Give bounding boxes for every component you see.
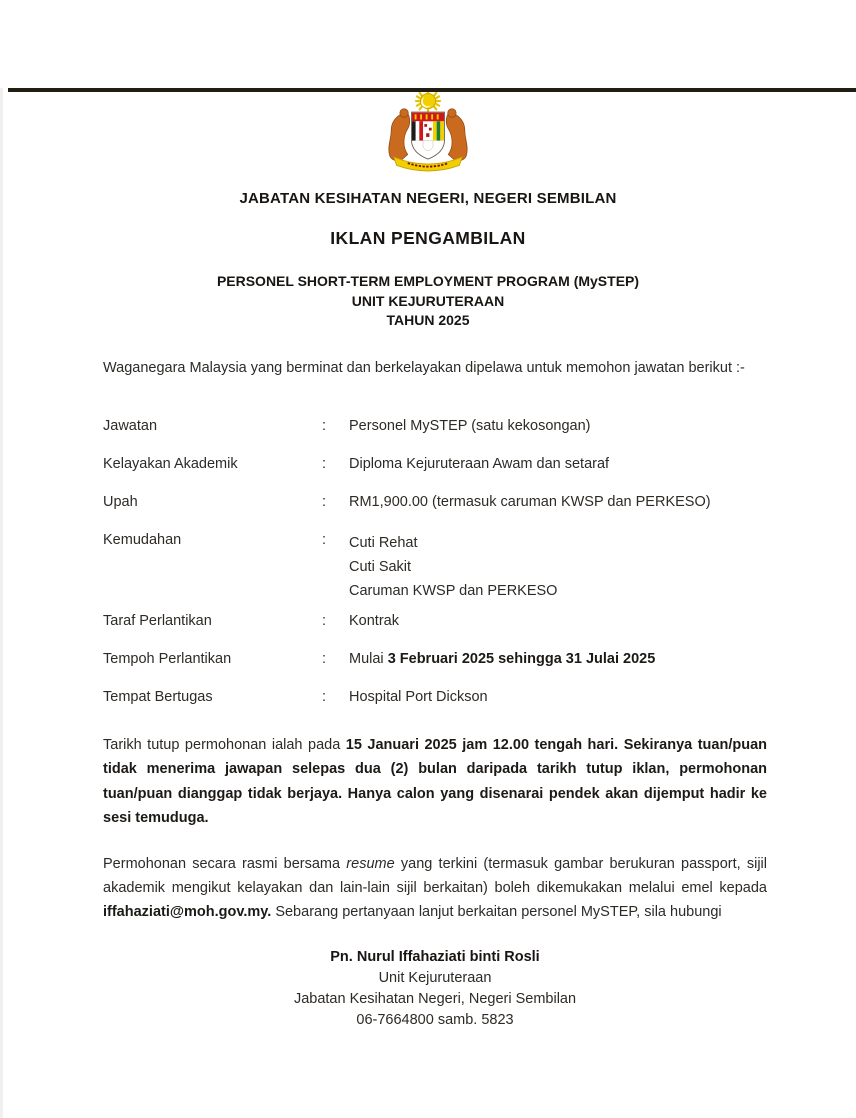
row-label: Kemudahan bbox=[103, 531, 182, 548]
contact-phone: 06-7664800 samb. 5823 bbox=[356, 1011, 514, 1028]
program-name: PERSONEL SHORT-TERM EMPLOYMENT PROGRAM (MySTEP) bbox=[216, 273, 640, 289]
deadline-conditions: . Sekiranya tuan/puan tidak menerima jawapan selepas dua (2) bulan daripada tarikh tutup iklan, permohonan tuan/puan dianggap tidak berjaya. Hanya calon yang disenarai pendek akan dijemput hadir ke sesi temuduga. bbox=[103, 736, 767, 826]
scan-left-edge bbox=[0, 88, 3, 1118]
table-row-kelayakan-akademik bbox=[103, 455, 767, 473]
department-header: JABATAN KESIHATAN NEGERI, NEGERI SEMBILAN bbox=[239, 190, 617, 207]
intro-paragraph: Waganegara Malaysia yang berminat dan berkelayakan dipelawa untuk memohon jawatan berikut :- bbox=[103, 359, 745, 376]
row-separator: : bbox=[322, 455, 327, 472]
row-separator: : bbox=[322, 531, 327, 548]
row-separator: : bbox=[322, 417, 327, 434]
row-label: Upah bbox=[103, 493, 138, 510]
row-separator: : bbox=[322, 493, 327, 510]
instructions-part1: Permohonan secara rasmi bersama bbox=[103, 855, 347, 872]
row-label: Tempat Bertugas bbox=[103, 688, 213, 705]
program-year: TAHUN 2025 bbox=[386, 312, 470, 328]
table-row-tempat-bertugas bbox=[103, 688, 767, 706]
row-value: Hospital Port Dickson bbox=[349, 688, 488, 705]
deadline-intro: Tarikh tutup permohonan ialah pada bbox=[103, 736, 346, 753]
row-label: Kelayakan Akademik bbox=[103, 455, 238, 472]
contact-unit: Unit Kejuruteraan bbox=[378, 969, 492, 986]
row-value-item: Cuti Rehat bbox=[349, 534, 418, 551]
row-label: Tempoh Perlantikan bbox=[103, 650, 232, 667]
deadline-date: 15 Januari 2025 jam 12.00 tengah hari bbox=[345, 736, 615, 753]
program-unit: UNIT KEJURUTERAAN bbox=[351, 292, 505, 309]
table-row-taraf-perlantikan bbox=[103, 612, 767, 630]
row-value: Kontrak bbox=[349, 612, 399, 629]
row-value bbox=[349, 650, 767, 668]
row-value: RM1,900.00 (termasuk caruman KWSP dan PERKESO) bbox=[349, 493, 711, 510]
row-label: Jawatan bbox=[103, 417, 158, 434]
row-value-dates: 3 Februari 2025 sehingga 31 Julai 2025 bbox=[387, 650, 656, 667]
row-separator: : bbox=[322, 650, 327, 667]
crest-shield bbox=[411, 112, 444, 159]
row-label: Taraf Perlantikan bbox=[103, 612, 212, 629]
contact-name: Pn. Nurul Iffahaziati binti Rosli bbox=[330, 948, 540, 965]
row-value: Diploma Kejuruteraan Awam dan setaraf bbox=[349, 455, 610, 472]
instructions-part3: Sebarang pertanyaan lanjut berkaitan personel MySTEP, sila hubungi bbox=[271, 903, 722, 920]
table-row-upah bbox=[103, 493, 767, 511]
row-value: Personel MySTEP (satu kekosongan) bbox=[349, 417, 591, 434]
row-separator: : bbox=[322, 612, 327, 629]
document-body bbox=[0, 360, 856, 1031]
resume-italic: resume bbox=[346, 855, 395, 872]
page-title: IKLAN PENGAMBILAN bbox=[330, 228, 526, 248]
application-instructions-paragraph bbox=[103, 852, 767, 924]
closing-deadline-paragraph bbox=[103, 733, 767, 831]
program-header bbox=[0, 272, 856, 331]
table-row-tempoh-perlantikan bbox=[103, 650, 767, 668]
scan-top-border bbox=[8, 88, 856, 92]
malaysia-coat-of-arms-icon bbox=[382, 88, 474, 173]
instructions-part2: yang terkini (termasuk gambar berukuran passport, sijil akademik mengikut kelayakan dan lain-lain sijil berkaitan) boleh dikemukakan melalui emel kepada bbox=[103, 855, 768, 896]
job-details-table bbox=[103, 417, 767, 706]
contact-email: iffahaziati@moh.gov.my. bbox=[103, 903, 272, 920]
row-value-list bbox=[349, 531, 767, 603]
row-value-prefix: Mulai bbox=[349, 650, 388, 667]
contact-department: Jabatan Kesihatan Negeri, Negeri Sembilan bbox=[293, 990, 577, 1007]
contact-block bbox=[103, 947, 767, 1031]
table-row-kemudahan bbox=[103, 531, 767, 603]
row-value-item: Cuti Sakit bbox=[349, 558, 412, 575]
table-row-jawatan bbox=[103, 417, 767, 435]
row-value-item: Caruman KWSP dan PERKESO bbox=[349, 582, 558, 599]
row-separator: : bbox=[322, 688, 327, 705]
